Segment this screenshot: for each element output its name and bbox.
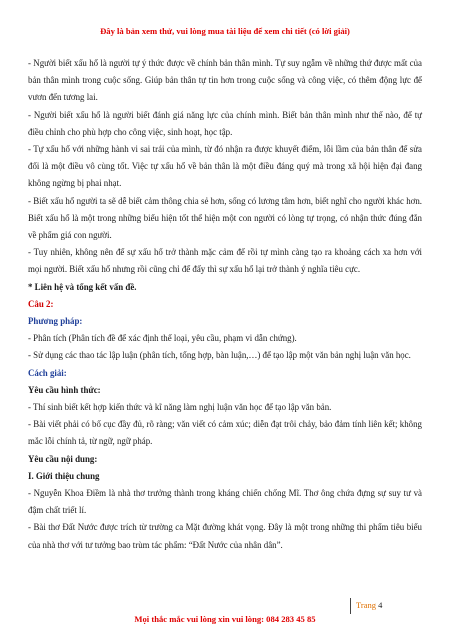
- paragraph: - Bài thơ Đất Nước được trích từ trường ca Mặt đường khát vọng. Đây là một trong những thi phẩm tiêu biểu của nhà thơ với tư tưởng bao trùm tác phẩm: “Đất Nước của nhân dân”.: [28, 522, 422, 550]
- paragraph: - Thí sinh biết kết hợp kiến thức và kĩ năng làm nghị luận văn học để tạo lập văn bản.: [28, 402, 332, 413]
- preview-notice: Đây là bản xem thử, vui lòng mua tài liệu để xem chi tiết (có lời giải): [100, 26, 350, 36]
- paragraph: - Tuy nhiên, không nên để sự xấu hổ trở thành mặc cảm để rồi tự mình càng tạo ra khoảng cách xa hơn với mọi người. Biết xấu hổ nhưng rồi cũng chỉ để đấy thì sự xấu hổ lại trở thành ý nghĩa tiêu cực.: [28, 247, 422, 275]
- paragraph: - Phân tích (Phân tích đề để xác định thể loại, yêu cầu, phạm vi dẫn chứng).: [28, 333, 297, 344]
- content-requirements-heading: Yêu cầu nội dung:: [28, 453, 98, 464]
- form-requirements-heading: Yêu cầu hình thức:: [28, 384, 101, 395]
- contact-footer: Mọi thắc mắc vui lòng xin vui lòng: 084 283 45 85: [134, 614, 316, 624]
- paragraph: - Tự xấu hổ với những hành vi sai trái của mình, từ đó nhận ra được khuyết điểm, lỗi lầm của bản thân để sửa đổi là một điều vô cùng tốt. Việc tự xấu hổ về bản thân là một điều đáng quý mà trong xã hội hiện đại đang không ngừng bị phai nhạt.: [28, 144, 422, 189]
- paragraph: - Bài viết phải có bố cục đầy đủ, rõ ràng; văn viết có cảm xúc; diễn đạt trôi chảy, bảo đảm tính liên kết; không mắc lỗi chính tả, từ ngữ, ngữ pháp.: [28, 419, 422, 447]
- paragraph: - Nguyễn Khoa Điềm là nhà thơ trưởng thành trong kháng chiến chống Mĩ. Thơ ông chứa đựng sự suy tư và đậm chất triết lí.: [28, 488, 422, 516]
- section-summary-heading: * Liên hệ và tổng kết vấn đề.: [28, 281, 137, 292]
- document-body: [28, 55, 422, 554]
- paragraph: - Biết xấu hổ người ta sẽ dễ biết cảm thông chia sẻ hơn, sống có lương tâm hơn, biết nghĩ cho người khác hơn. Biết xấu hổ là một trong những biểu hiện tốt thể hiện một con người có lòng tự trọng, có nhận thức đúng đắn về phẩm giá con người.: [28, 195, 422, 241]
- solution-heading: Cách giải:: [28, 367, 67, 378]
- paragraph: - Người biết xấu hổ là người biết đánh giá năng lực của chính mình. Biết bản thân mình như thế nào, để tự điều chỉnh cho phù hợp cho công việc, sinh hoạt, học tập.: [28, 109, 422, 137]
- page-number-divider: [350, 598, 351, 614]
- paragraph: - Người biết xấu hổ là người tự ý thức được về chính bản thân mình. Tự suy ngẫm về những thứ được mất của bản thân mình trong cuộc sống. Giúp bản thân tự tin hơn trong cuộc sống và công việc, có thêm động lực để vươn đến tương lai.: [28, 58, 422, 103]
- paragraph: - Sử dụng các thao tác lập luận (phân tích, tổng hợp, bàn luận,…) để tạo lập một văn bản nghị luận văn học.: [28, 350, 411, 361]
- page-label: Trang: [356, 600, 376, 610]
- method-heading: Phương pháp:: [28, 316, 83, 327]
- question-heading: Câu 2:: [28, 298, 54, 309]
- introduction-heading: I. Giới thiệu chung: [28, 470, 100, 481]
- page-number-value: 4: [378, 600, 383, 610]
- page-number: [356, 600, 382, 610]
